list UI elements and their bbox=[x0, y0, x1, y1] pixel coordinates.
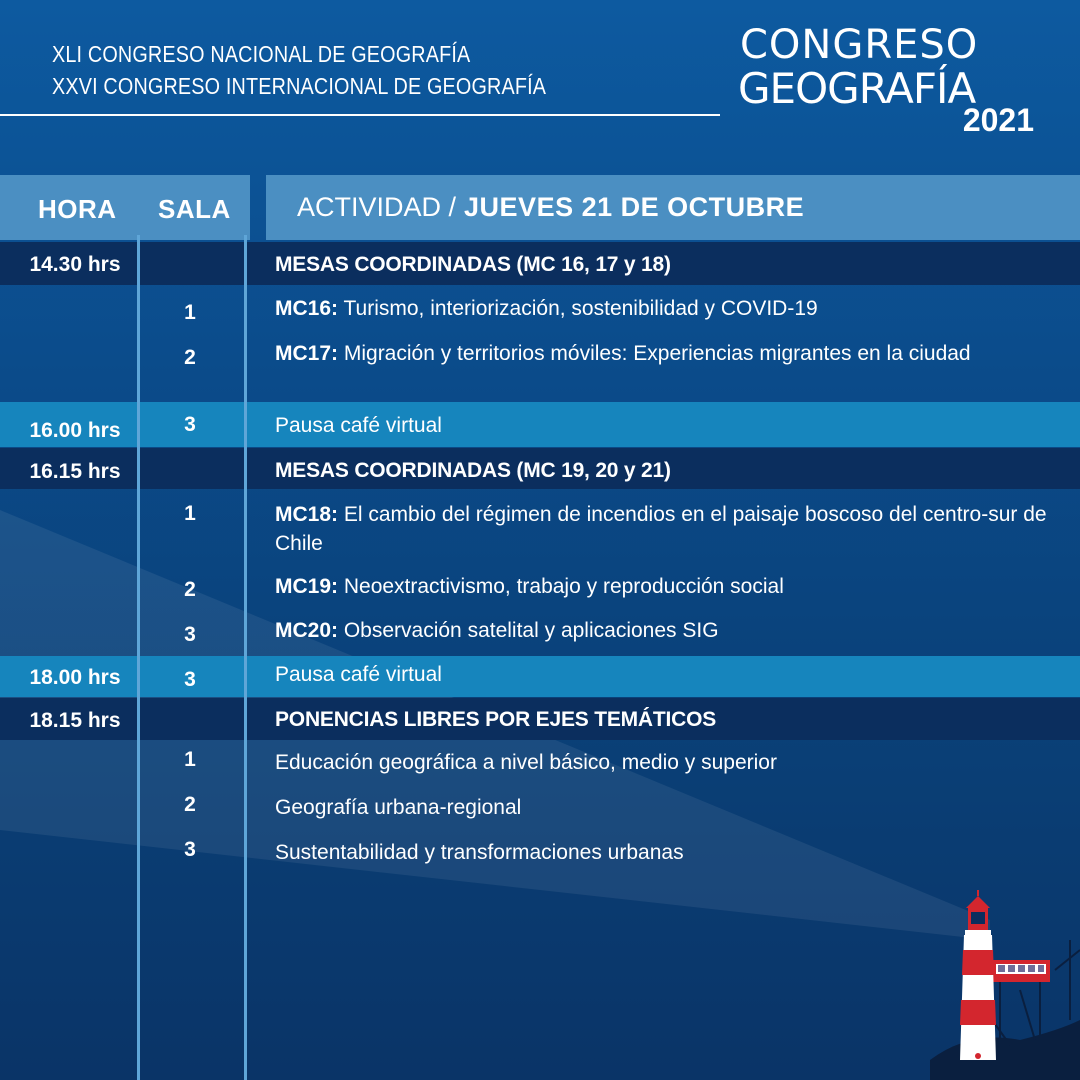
logo-word-geografia: GEOGRAFÍA bbox=[738, 64, 976, 113]
row-room: 3 bbox=[184, 413, 196, 436]
row-time: 16.00 hrs bbox=[29, 419, 121, 442]
row-room: 1 bbox=[184, 301, 196, 324]
schedule-row bbox=[0, 402, 1080, 447]
congress-logo bbox=[738, 22, 1038, 142]
row-time: 18.00 hrs bbox=[29, 666, 121, 689]
row-room: 1 bbox=[184, 748, 196, 771]
actividad-label: ACTIVIDAD / bbox=[297, 192, 457, 222]
row-description: Turismo, interiorización, sostenibilidad y COVID-19 bbox=[338, 297, 818, 320]
row-room: 2 bbox=[184, 346, 196, 369]
event-title bbox=[52, 38, 627, 102]
row-code: MC17: bbox=[275, 342, 339, 365]
schedule-row bbox=[0, 838, 1080, 874]
row-activity bbox=[275, 500, 1055, 558]
row-activity: PONENCIAS LIBRES POR EJES TEMÁTICOS bbox=[275, 708, 717, 731]
row-description: Neoextractivismo, trabajo y reproducción social bbox=[338, 575, 784, 598]
row-room: 3 bbox=[184, 668, 196, 691]
schedule-row bbox=[0, 793, 1080, 829]
column-header-sala: SALA bbox=[158, 194, 231, 224]
row-room: 1 bbox=[184, 502, 196, 525]
row-activity bbox=[275, 616, 1055, 645]
row-activity bbox=[275, 572, 1055, 601]
row-code: MC18: bbox=[275, 503, 339, 526]
schedule-row bbox=[0, 500, 1080, 562]
row-room: 2 bbox=[184, 793, 196, 816]
event-title-national: XLI CONGRESO NACIONAL DE GEOGRAFÍA bbox=[52, 41, 471, 67]
schedule-row bbox=[0, 698, 1080, 740]
schedule-row bbox=[0, 339, 1080, 401]
lighthouse-illustration bbox=[930, 880, 1080, 1080]
schedule-date: JUEVES 21 DE OCTUBRE bbox=[464, 192, 805, 222]
row-room: 2 bbox=[184, 578, 196, 601]
row-activity: Geografía urbana-regional bbox=[275, 796, 522, 819]
row-activity: Pausa café virtual bbox=[275, 414, 442, 437]
column-divider-sala bbox=[244, 235, 247, 1080]
row-description: Migración y territorios móviles: Experiencias migrantes en la ciudad bbox=[338, 342, 971, 365]
schedule-row bbox=[0, 656, 1080, 697]
row-activity: MESAS COORDINADAS (MC 19, 20 y 21) bbox=[275, 459, 671, 482]
header-divider bbox=[0, 114, 720, 116]
logo-word-congreso: CONGRESO bbox=[740, 22, 979, 68]
row-description: Observación satelital y aplicaciones SIG bbox=[338, 619, 719, 642]
event-title-international: XXVI CONGRESO INTERNACIONAL DE GEOGRAFÍA bbox=[52, 73, 547, 99]
schedule-row bbox=[0, 616, 1080, 654]
logo-year: 2021 bbox=[962, 102, 1034, 138]
column-header-hora: HORA bbox=[38, 194, 117, 224]
row-time: 14.30 hrs bbox=[29, 253, 121, 276]
row-activity bbox=[275, 339, 1055, 368]
schedule-row bbox=[0, 572, 1080, 612]
row-activity: MESAS COORDINADAS (MC 16, 17 y 18) bbox=[275, 253, 671, 276]
row-code: MC19: bbox=[275, 575, 339, 598]
schedule-row bbox=[0, 448, 1080, 489]
row-activity bbox=[275, 294, 1055, 323]
column-header-actividad bbox=[297, 192, 804, 223]
row-activity: Pausa café virtual bbox=[275, 663, 442, 686]
row-description: El cambio del régimen de incendios en el paisaje boscoso del centro-sur de Chile bbox=[275, 503, 1047, 555]
row-room: 3 bbox=[184, 838, 196, 861]
schedule-row bbox=[0, 294, 1080, 334]
row-time: 18.15 hrs bbox=[29, 709, 121, 732]
row-activity: Sustentabilidad y transformaciones urbanas bbox=[275, 841, 684, 864]
schedule-row bbox=[0, 242, 1080, 285]
row-activity: Educación geográfica a nivel básico, medio y superior bbox=[275, 751, 777, 774]
row-room: 3 bbox=[184, 623, 196, 646]
row-code: MC16: bbox=[275, 297, 339, 320]
schedule-row bbox=[0, 748, 1080, 784]
row-time: 16.15 hrs bbox=[29, 460, 121, 483]
row-code: MC20: bbox=[275, 619, 339, 642]
column-divider-hora bbox=[137, 235, 140, 1080]
